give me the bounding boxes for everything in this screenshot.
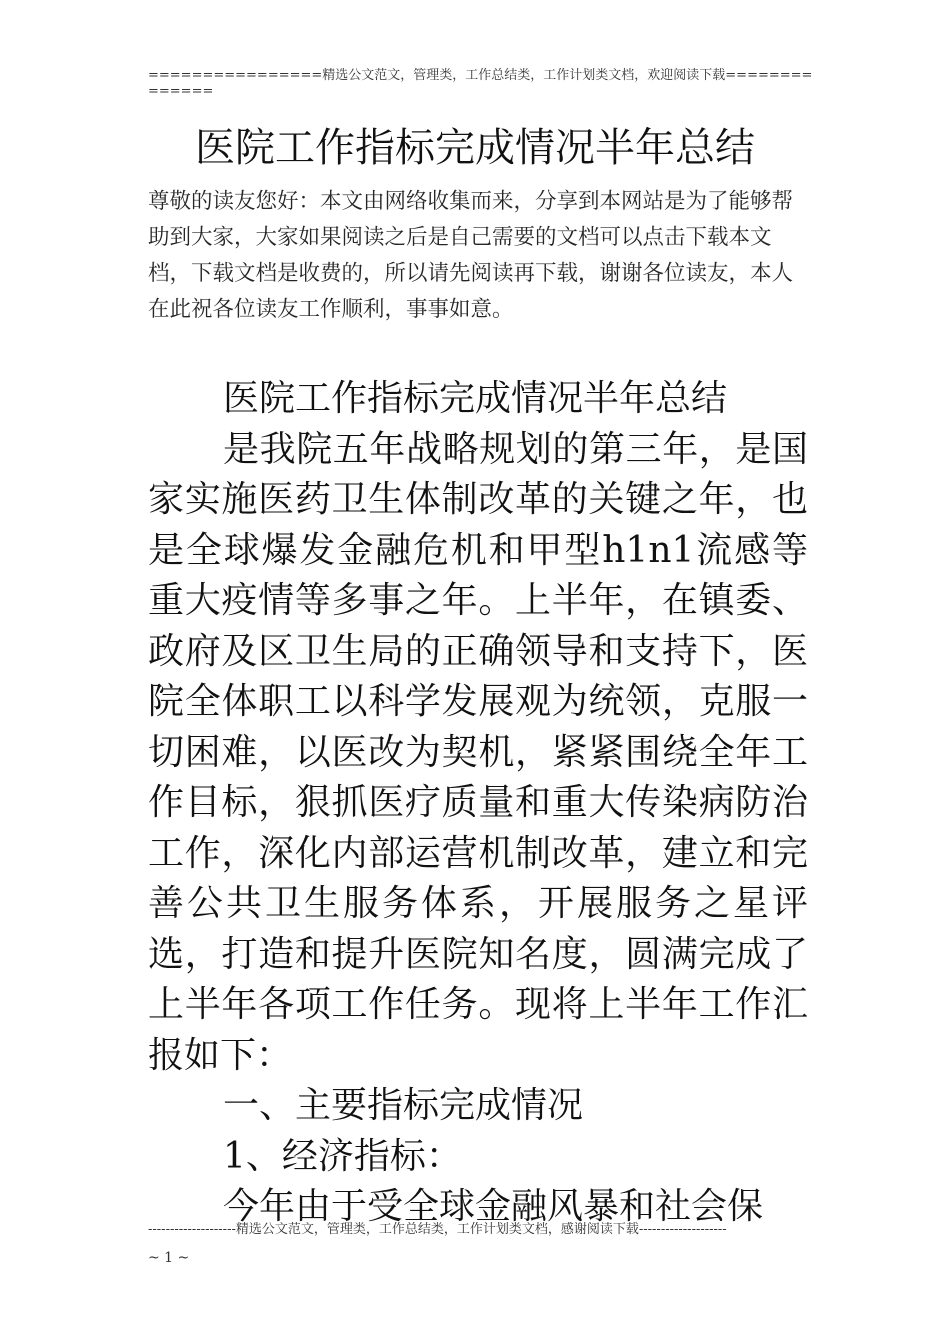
body-heading: 医院工作指标完成情况半年总结 xyxy=(223,378,728,419)
reader-notice: 尊敬的读友您好：本文由网络收集而来，分享到本网站是为了能够帮助到大家，大家如果阅读之后是自己需要的文档可以点击下载本文档，下载文档是收费的，所以请先阅读再下载，谢谢各位读友，本人在此祝各位读友工作顺利，事事如意。 xyxy=(148,189,794,322)
document-body xyxy=(148,374,808,1233)
body-paragraph: 今年由于受全球金融风暴和社会保 xyxy=(223,1186,764,1227)
subsection-heading: 1、经济指标： xyxy=(223,1135,462,1177)
page-number: ~ 1 ~ xyxy=(148,1250,190,1266)
page-header: ================精选公文范文，管理类，工作总结类，工作计划类文档，欢迎阅读下载============== xyxy=(148,68,813,99)
document-title: 医院工作指标完成情况半年总结 xyxy=(195,125,755,171)
section-heading: 一、主要指标完成情况 xyxy=(223,1085,584,1126)
intro-paragraph: 是我院五年战略规划的第三年，是国家实施医药卫生体制改革的关键之年，也是全球爆发金融危机和甲型h1n1流感等重大疫情等多事之年。上半年，在镇委、政府及区卫生局的正确领导和支持下，医院全体职工以科学发展观为统领，克服一切困难，以医改为契机，紧紧围绕全年工作目标，狠抓医疗质量和重大传染病防治工作，深化内部运营机制改革，建立和完善公共卫生服务体系，开展服务之星评选，打造和提升医院知名度，圆满完成了上半年各项工作任务。现将上半年工作汇报如下： xyxy=(148,428,808,1076)
page-footer: --------------------精选公文范文，管理类，工作总结类，工作计划类文档，感谢阅读下载-------------------- xyxy=(148,1222,727,1237)
